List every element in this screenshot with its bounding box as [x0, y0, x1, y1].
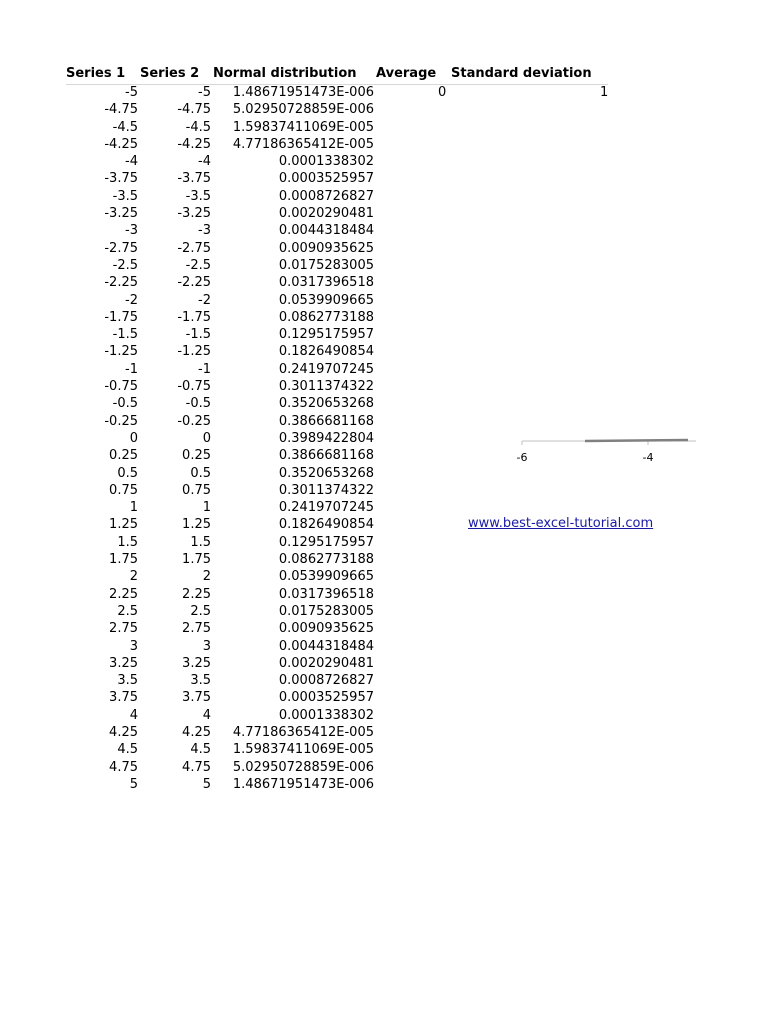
- table-row: [0, 309, 768, 326]
- normal-distribution-cell: 0.3866681168: [278, 448, 374, 464]
- normal-distribution-cell: 0.0001338302: [278, 707, 374, 723]
- table-row: [0, 413, 768, 430]
- series-2-cell: 0: [202, 430, 211, 446]
- table-row: [0, 724, 768, 741]
- normal-distribution-cell: 0.0020290481: [278, 206, 374, 222]
- table-row: [0, 274, 768, 291]
- series-2-cell: 4: [202, 707, 211, 723]
- series-1-cell: -2: [125, 292, 138, 308]
- normal-distribution-cell: 0.3520653268: [278, 465, 374, 481]
- series-2-cell: 0.25: [182, 448, 211, 464]
- series-2-cell: 4.25: [182, 724, 211, 740]
- series-2-cell: -0.5: [185, 396, 211, 412]
- series-1-cell: -3.25: [104, 206, 138, 222]
- normal-distribution-cell: 0.0317396518: [278, 275, 374, 291]
- series-2-cell: 3.75: [182, 690, 211, 706]
- table-row: [0, 326, 768, 343]
- normal-distribution-cell: 0.1826490854: [278, 344, 374, 360]
- series-2-cell: -5: [198, 85, 211, 100]
- series-2-cell: 2.25: [182, 586, 211, 602]
- series-1-cell: 3: [129, 638, 138, 654]
- table-row: [0, 119, 768, 136]
- normal-distribution-cell: 0.0008726827: [278, 188, 374, 204]
- normal-distribution-cell: 0.2419707245: [278, 361, 374, 377]
- series-2-cell: -2: [198, 292, 211, 308]
- series-1-cell: -2.25: [104, 275, 138, 291]
- series-2-cell: -4.75: [177, 102, 211, 118]
- normal-distribution-cell: 4.77186365412E-005: [232, 136, 374, 152]
- series-1-cell: 2.5: [117, 603, 138, 619]
- series-1-cell: 0.75: [109, 482, 138, 498]
- normal-distribution-cell: 0.0175283005: [278, 603, 374, 619]
- normal-distribution-cell: 0.2419707245: [278, 500, 374, 516]
- table-row: [0, 257, 768, 274]
- series-1-cell: 2.75: [109, 621, 138, 637]
- stddev-value: 1: [600, 85, 609, 100]
- series-1-cell: -1.75: [104, 309, 138, 325]
- website-link[interactable]: www.best-excel-tutorial.com: [468, 516, 654, 531]
- series-2-cell: 0.5: [190, 465, 211, 481]
- normal-distribution-cell: 0.0044318484: [278, 638, 374, 654]
- series-1-cell: -1: [125, 361, 138, 377]
- normal-distribution-cell: 0.0317396518: [278, 586, 374, 602]
- chart-tick-label: -6: [516, 451, 528, 464]
- series-1-cell: -4: [125, 154, 138, 170]
- header-standard-deviation: Standard deviation: [451, 66, 592, 81]
- normal-distribution-cell: 0.0020290481: [278, 655, 374, 671]
- normal-distribution-cell: 0.0003525957: [278, 690, 374, 706]
- series-2-cell: 1: [202, 500, 211, 516]
- series-2-cell: -3.75: [177, 171, 211, 187]
- series-2-cell: -4: [198, 154, 211, 170]
- normal-distribution-cell: 5.02950728859E-006: [232, 759, 374, 775]
- header-normal-distribution: Normal distribution: [213, 66, 357, 81]
- series-2-cell: 2: [202, 569, 211, 585]
- series-2-cell: 4.75: [182, 759, 211, 775]
- normal-distribution-cell: 5.02950728859E-006: [232, 102, 374, 118]
- table-row: [0, 759, 768, 776]
- series-1-cell: 4.5: [117, 742, 138, 758]
- normal-distribution-cell: 0.0008726827: [278, 673, 374, 689]
- normal-distribution-cell: 0.3866681168: [278, 413, 374, 429]
- series-2-cell: 2.5: [190, 603, 211, 619]
- series-2-cell: -1.75: [177, 309, 211, 325]
- normal-distribution-cell: 0.0044318484: [278, 223, 374, 239]
- series-2-cell: 3.5: [190, 673, 211, 689]
- series-1-cell: -4.5: [112, 119, 138, 135]
- series-2-cell: -1: [198, 361, 211, 377]
- table-row: [0, 586, 768, 603]
- series-1-cell: 0.25: [109, 448, 138, 464]
- series-2-cell: -0.75: [177, 379, 211, 395]
- table-row: [0, 672, 768, 689]
- series-1-cell: 5: [129, 776, 138, 792]
- normal-distribution-cell: 0.3011374322: [278, 379, 374, 395]
- series-1-cell: -0.75: [104, 379, 138, 395]
- table-row: [0, 378, 768, 395]
- header-series-2: Series 2: [140, 66, 200, 81]
- normal-distribution-cell: 0.3989422804: [278, 430, 374, 446]
- series-1-cell: -3.5: [112, 188, 138, 204]
- series-2-cell: 1.75: [182, 552, 211, 568]
- series-1-cell: 4: [129, 707, 138, 723]
- series-1-cell: 0: [129, 430, 138, 446]
- table-row: [0, 395, 768, 412]
- normal-distribution-chart: [516, 430, 696, 470]
- table-row: [0, 568, 768, 585]
- series-2-cell: 1.5: [190, 534, 211, 550]
- series-2-cell: -4.5: [185, 119, 211, 135]
- series-1-cell: 1.75: [109, 552, 138, 568]
- normal-distribution-cell: 0.0090935625: [278, 240, 374, 256]
- series-1-cell: -3: [125, 223, 138, 239]
- normal-distribution-cell: 0.3520653268: [278, 396, 374, 412]
- table-row: [0, 343, 768, 360]
- series-2-cell: 0.75: [182, 482, 211, 498]
- table-row: [0, 776, 768, 793]
- series-1-cell: -2.5: [112, 257, 138, 273]
- series-2-cell: -4.25: [177, 136, 211, 152]
- series-2-cell: 4.5: [190, 742, 211, 758]
- series-2-cell: -3.5: [185, 188, 211, 204]
- normal-distribution-cell: 0.3011374322: [278, 482, 374, 498]
- normal-distribution-cell: 0.0539909665: [278, 292, 374, 308]
- series-1-cell: 2.25: [109, 586, 138, 602]
- series-1-cell: -0.25: [104, 413, 138, 429]
- table-row: [0, 741, 768, 758]
- table-row: [0, 482, 768, 499]
- normal-distribution-cell: 0.0090935625: [278, 621, 374, 637]
- series-2-cell: -2.75: [177, 240, 211, 256]
- normal-distribution-cell: 1.48671951473E-006: [232, 85, 374, 100]
- chart-series-line: [585, 440, 688, 441]
- normal-distribution-cell: 0.0862773188: [278, 552, 374, 568]
- normal-distribution-cell: 0.1295175957: [278, 327, 374, 343]
- series-2-cell: 2.75: [182, 621, 211, 637]
- series-1-cell: 3.75: [109, 690, 138, 706]
- series-1-cell: -1.25: [104, 344, 138, 360]
- series-2-cell: -3.25: [177, 206, 211, 222]
- normal-distribution-cell: 0.0862773188: [278, 309, 374, 325]
- series-1-cell: -0.5: [112, 396, 138, 412]
- series-1-cell: 3.25: [109, 655, 138, 671]
- series-1-cell: -2.75: [104, 240, 138, 256]
- table-row: [0, 205, 768, 222]
- series-2-cell: -2.5: [185, 257, 211, 273]
- table-row: [0, 620, 768, 637]
- table-row: [0, 153, 768, 170]
- header-series-1: Series 1: [66, 66, 126, 81]
- series-1-cell: 0.5: [117, 465, 138, 481]
- table-row: [0, 707, 768, 724]
- table-row: [0, 534, 768, 551]
- series-1-cell: 2: [129, 569, 138, 585]
- table-row: [0, 101, 768, 118]
- series-1-cell: -1.5: [112, 327, 138, 343]
- table-row: [0, 240, 768, 257]
- series-2-cell: -3: [198, 223, 211, 239]
- chart-tick-label: -4: [642, 451, 654, 464]
- series-1-cell: 4.25: [109, 724, 138, 740]
- series-1-cell: 4.75: [109, 759, 138, 775]
- series-2-cell: 3.25: [182, 655, 211, 671]
- table-row: [0, 551, 768, 568]
- series-1-cell: 1.25: [109, 517, 138, 533]
- normal-distribution-cell: 1.48671951473E-006: [232, 776, 374, 792]
- header-average: Average: [376, 66, 437, 81]
- series-1-cell: 1: [129, 500, 138, 516]
- normal-distribution-cell: 1.59837411069E-005: [232, 119, 374, 135]
- series-2-cell: -2.25: [177, 275, 211, 291]
- table-row: [0, 361, 768, 378]
- table-row: [0, 292, 768, 309]
- series-1-cell: -5: [125, 85, 138, 100]
- table-row: [0, 499, 768, 516]
- table-row: [0, 136, 768, 153]
- normal-distribution-cell: 0.0003525957: [278, 171, 374, 187]
- normal-distribution-cell: 0.1826490854: [278, 517, 374, 533]
- normal-distribution-cell: 0.0539909665: [278, 569, 374, 585]
- table-row: [0, 84, 768, 101]
- series-1-cell: -4.75: [104, 102, 138, 118]
- table-row: [0, 655, 768, 672]
- normal-distribution-cell: 0.0175283005: [278, 257, 374, 273]
- series-2-cell: -0.25: [177, 413, 211, 429]
- normal-distribution-cell: 4.77186365412E-005: [232, 724, 374, 740]
- series-2-cell: 3: [202, 638, 211, 654]
- table-row: [0, 188, 768, 205]
- series-2-cell: 5: [202, 776, 211, 792]
- series-1-cell: 3.5: [117, 673, 138, 689]
- series-1-cell: -3.75: [104, 171, 138, 187]
- normal-distribution-cell: 0.1295175957: [278, 534, 374, 550]
- table-row: [0, 689, 768, 706]
- table-row: [0, 222, 768, 239]
- series-1-cell: 1.5: [117, 534, 138, 550]
- table-row: [0, 170, 768, 187]
- average-value: 0: [438, 85, 447, 100]
- series-2-cell: -1.5: [185, 327, 211, 343]
- series-1-cell: -4.25: [104, 136, 138, 152]
- table-row: [0, 638, 768, 655]
- series-2-cell: 1.25: [182, 517, 211, 533]
- table-row: [0, 603, 768, 620]
- normal-distribution-cell: 0.0001338302: [278, 154, 374, 170]
- series-2-cell: -1.25: [177, 344, 211, 360]
- normal-distribution-cell: 1.59837411069E-005: [232, 742, 374, 758]
